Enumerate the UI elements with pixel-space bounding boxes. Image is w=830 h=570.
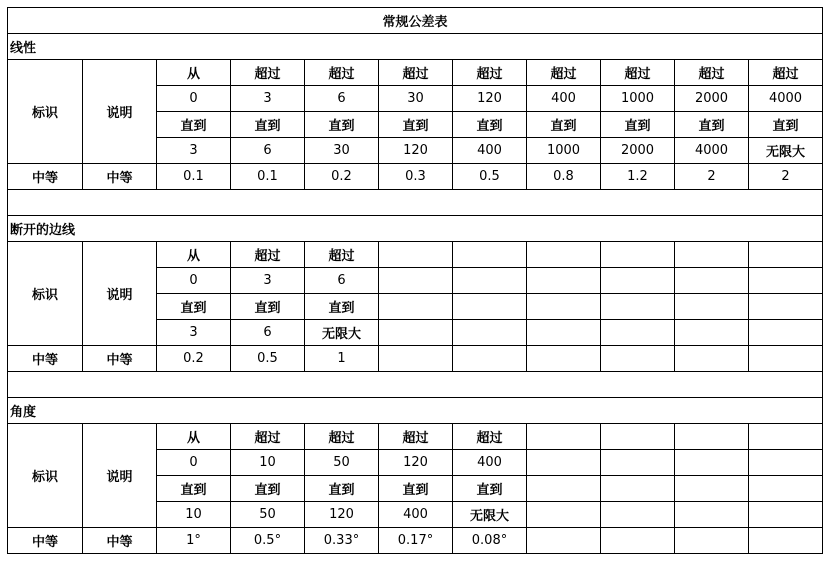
over-label: 超过	[749, 60, 823, 86]
from-label: 从	[157, 424, 231, 450]
upto-label: 直到	[379, 476, 453, 502]
identify-label: 标识	[8, 424, 83, 528]
range-to-value: 6	[231, 320, 305, 346]
tolerance-value: 0.08°	[453, 528, 527, 554]
tolerance-value: 0.5°	[231, 528, 305, 554]
over-label: 超过	[601, 60, 675, 86]
empty-cell	[527, 268, 601, 294]
over-label: 超过	[305, 242, 379, 268]
empty-cell	[749, 450, 823, 476]
empty-cell	[379, 268, 453, 294]
over-label: 超过	[231, 60, 305, 86]
tolerance-value: 1°	[157, 528, 231, 554]
grade-description: 中等	[83, 528, 157, 554]
range-to-value: 3	[157, 138, 231, 164]
empty-cell	[527, 294, 601, 320]
range-from-value: 400	[453, 450, 527, 476]
over-label: 超过	[675, 60, 749, 86]
empty-cell	[379, 294, 453, 320]
over-label: 超过	[231, 242, 305, 268]
upto-label: 直到	[305, 112, 379, 138]
empty-cell	[527, 346, 601, 372]
identify-label: 标识	[8, 60, 83, 164]
over-label: 超过	[231, 424, 305, 450]
upto-label: 直到	[527, 112, 601, 138]
empty-cell	[453, 320, 527, 346]
tolerance-table-sheet	[7, 7, 823, 554]
range-to-value: 2000	[601, 138, 675, 164]
range-from-value: 50	[305, 450, 379, 476]
spacer-row	[8, 372, 823, 398]
over-label: 超过	[453, 424, 527, 450]
empty-cell	[675, 450, 749, 476]
empty-cell	[379, 346, 453, 372]
empty-cell	[527, 528, 601, 554]
range-from-value: 0	[157, 450, 231, 476]
empty-cell	[675, 502, 749, 528]
empty-cell	[749, 242, 823, 268]
empty-cell	[601, 242, 675, 268]
empty-cell	[601, 476, 675, 502]
range-to-value: 120	[379, 138, 453, 164]
tolerance-value: 0.33°	[305, 528, 379, 554]
upto-label: 直到	[157, 476, 231, 502]
description-label: 说明	[83, 424, 157, 528]
empty-cell	[379, 320, 453, 346]
range-to-value: 无限大	[305, 320, 379, 346]
empty-cell	[601, 346, 675, 372]
general-tolerance-table	[7, 7, 823, 554]
range-to-value: 120	[305, 502, 379, 528]
empty-cell	[749, 502, 823, 528]
upto-label: 直到	[231, 476, 305, 502]
range-from-value: 4000	[749, 86, 823, 112]
empty-cell	[601, 294, 675, 320]
range-from-value: 0	[157, 86, 231, 112]
tolerance-value: 1.2	[601, 164, 675, 190]
tolerance-value: 2	[675, 164, 749, 190]
empty-cell	[675, 268, 749, 294]
tolerance-value: 1	[305, 346, 379, 372]
range-to-value: 30	[305, 138, 379, 164]
empty-cell	[675, 320, 749, 346]
tolerance-value: 0.5	[453, 164, 527, 190]
empty-cell	[601, 528, 675, 554]
over-label: 超过	[527, 60, 601, 86]
section-header: 角度	[8, 398, 823, 424]
empty-cell	[527, 502, 601, 528]
empty-cell	[749, 320, 823, 346]
empty-cell	[749, 424, 823, 450]
identify-label: 标识	[8, 242, 83, 346]
tolerance-value: 0.5	[231, 346, 305, 372]
empty-cell	[601, 320, 675, 346]
description-label: 说明	[83, 60, 157, 164]
range-to-value: 无限大	[453, 502, 527, 528]
upto-label: 直到	[453, 112, 527, 138]
empty-cell	[601, 502, 675, 528]
empty-cell	[675, 476, 749, 502]
range-from-value: 3	[231, 268, 305, 294]
range-to-value: 50	[231, 502, 305, 528]
empty-cell	[675, 424, 749, 450]
upto-label: 直到	[453, 476, 527, 502]
range-to-value: 400	[453, 138, 527, 164]
empty-cell	[675, 294, 749, 320]
over-label: 超过	[379, 60, 453, 86]
empty-cell	[749, 476, 823, 502]
upto-label: 直到	[675, 112, 749, 138]
from-label: 从	[157, 60, 231, 86]
empty-cell	[749, 528, 823, 554]
range-to-value: 无限大	[749, 138, 823, 164]
grade-identify: 中等	[8, 528, 83, 554]
range-to-value: 10	[157, 502, 231, 528]
range-from-value: 6	[305, 86, 379, 112]
range-from-value: 6	[305, 268, 379, 294]
range-to-value: 3	[157, 320, 231, 346]
empty-cell	[601, 424, 675, 450]
empty-cell	[527, 476, 601, 502]
range-from-value: 2000	[675, 86, 749, 112]
tolerance-value: 0.8	[527, 164, 601, 190]
empty-cell	[601, 268, 675, 294]
range-to-value: 1000	[527, 138, 601, 164]
empty-cell	[379, 242, 453, 268]
tolerance-value: 0.1	[157, 164, 231, 190]
grade-identify: 中等	[8, 346, 83, 372]
grade-description: 中等	[83, 164, 157, 190]
section-header: 线性	[8, 34, 823, 60]
empty-cell	[453, 294, 527, 320]
empty-cell	[527, 450, 601, 476]
range-from-value: 3	[231, 86, 305, 112]
upto-label: 直到	[379, 112, 453, 138]
upto-label: 直到	[601, 112, 675, 138]
range-from-value: 0	[157, 268, 231, 294]
table-title: 常规公差表	[8, 8, 823, 34]
empty-cell	[601, 450, 675, 476]
range-from-value: 400	[527, 86, 601, 112]
range-to-value: 400	[379, 502, 453, 528]
from-label: 从	[157, 242, 231, 268]
over-label: 超过	[379, 424, 453, 450]
over-label: 超过	[453, 60, 527, 86]
tolerance-value: 2	[749, 164, 823, 190]
upto-label: 直到	[231, 112, 305, 138]
upto-label: 直到	[157, 112, 231, 138]
empty-cell	[675, 528, 749, 554]
range-from-value: 10	[231, 450, 305, 476]
spacer-row	[8, 190, 823, 216]
upto-label: 直到	[157, 294, 231, 320]
over-label: 超过	[305, 424, 379, 450]
empty-cell	[453, 242, 527, 268]
empty-cell	[527, 320, 601, 346]
description-label: 说明	[83, 242, 157, 346]
tolerance-value: 0.2	[305, 164, 379, 190]
upto-label: 直到	[305, 294, 379, 320]
upto-label: 直到	[231, 294, 305, 320]
empty-cell	[675, 346, 749, 372]
empty-cell	[749, 294, 823, 320]
upto-label: 直到	[749, 112, 823, 138]
empty-cell	[453, 268, 527, 294]
tolerance-value: 0.1	[231, 164, 305, 190]
section-header: 断开的边线	[8, 216, 823, 242]
range-from-value: 1000	[601, 86, 675, 112]
empty-cell	[527, 424, 601, 450]
over-label: 超过	[305, 60, 379, 86]
tolerance-value: 0.2	[157, 346, 231, 372]
empty-cell	[453, 346, 527, 372]
tolerance-value: 0.3	[379, 164, 453, 190]
empty-cell	[527, 242, 601, 268]
grade-description: 中等	[83, 346, 157, 372]
empty-cell	[675, 242, 749, 268]
range-from-value: 120	[379, 450, 453, 476]
range-from-value: 30	[379, 86, 453, 112]
range-to-value: 4000	[675, 138, 749, 164]
grade-identify: 中等	[8, 164, 83, 190]
range-to-value: 6	[231, 138, 305, 164]
empty-cell	[749, 268, 823, 294]
tolerance-value: 0.17°	[379, 528, 453, 554]
empty-cell	[749, 346, 823, 372]
upto-label: 直到	[305, 476, 379, 502]
range-from-value: 120	[453, 86, 527, 112]
